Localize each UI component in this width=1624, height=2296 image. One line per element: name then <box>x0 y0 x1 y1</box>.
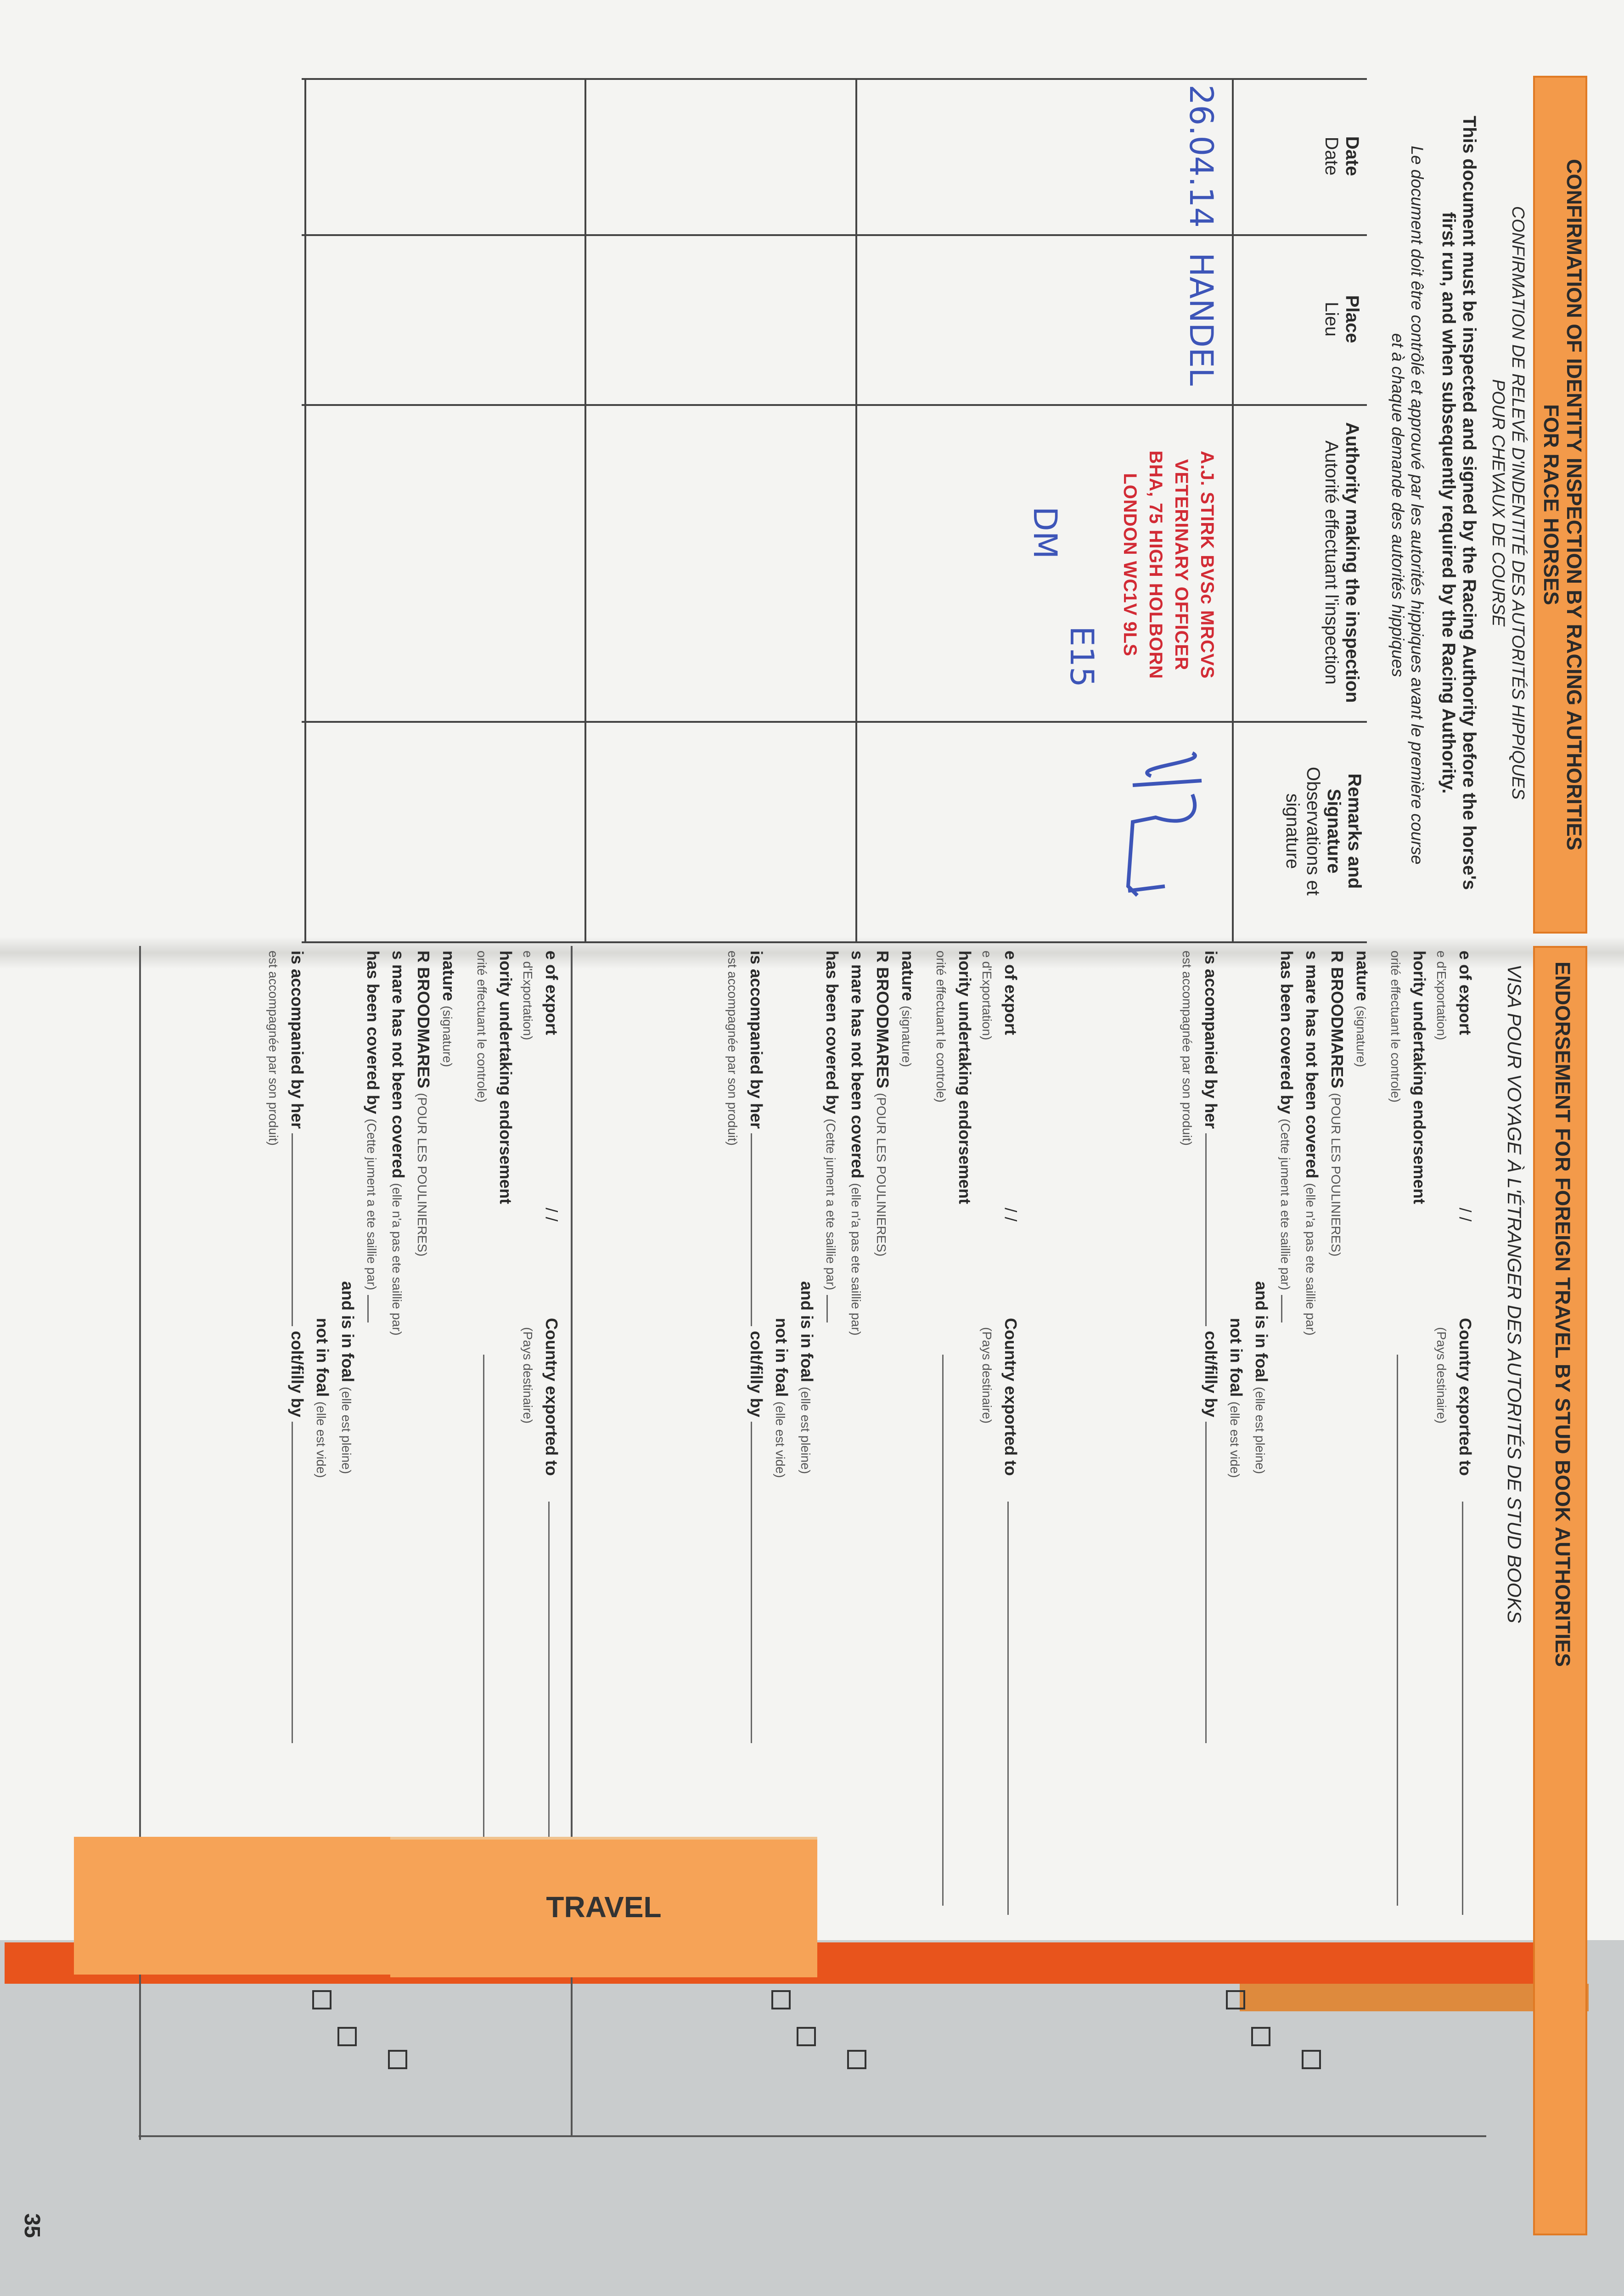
covered-label-3: has been covered by <box>364 951 382 1114</box>
not-in-foal-checkbox-2[interactable] <box>771 1990 791 2009</box>
right-frame-right <box>139 2135 1486 2137</box>
broodmares-row-2 <box>869 951 894 2126</box>
col-authority-fr: Autorité effectuant l'inspection <box>1321 440 1342 685</box>
not-covered-row <box>1298 951 1324 2126</box>
col-line-2 <box>302 404 1367 406</box>
left-subtitle <box>1488 76 1528 930</box>
accompanied-fr-2: est accompagnée par son produit) <box>725 951 740 1146</box>
accompanied-field-3[interactable] <box>292 1133 293 1326</box>
left-instruction <box>1438 46 1479 960</box>
broodmares-label-3: R BROODMARES <box>414 951 433 1089</box>
in-foal-fr-3: (elle est pleine) <box>339 1387 354 1474</box>
covered-field-3[interactable] <box>367 1295 369 1322</box>
row1-authority-stamp <box>1117 413 1220 716</box>
country-label-2: Country exported to <box>1001 1318 1020 1476</box>
date-separators: / / <box>1456 1208 1475 1222</box>
in-foal-row <box>1248 951 1273 2126</box>
authority-label: hority undertaking endorsement <box>1410 951 1429 1204</box>
in-foal-checkbox-2[interactable] <box>797 2027 816 2046</box>
covered-fr-2: (Cette jument a ete saillie par) <box>824 1119 838 1290</box>
row-date-country <box>1431 951 1477 2126</box>
broodmares-label-2: R BROODMARES <box>873 951 892 1089</box>
not-covered-label-2: s mare has not been covered <box>848 951 867 1179</box>
signature-row-2 <box>894 951 920 2126</box>
col-date-fr: Date <box>1321 136 1342 176</box>
broodmares-row <box>1324 951 1349 2126</box>
in-foal-checkbox[interactable] <box>1251 2027 1270 2046</box>
country-fr-2: (Pays destinaire) <box>980 1327 994 1424</box>
not-covered-label-3: s mare has not been covered <box>389 951 408 1179</box>
col-remarks-fr: Observations et signature <box>1282 766 1323 896</box>
covered-field-2[interactable] <box>826 1295 828 1322</box>
country-field[interactable] <box>1462 1502 1463 1915</box>
country-field-2[interactable] <box>1007 1502 1009 1915</box>
col-remarks-en: Remarks and Signature <box>1324 773 1365 889</box>
not-covered-checkbox-2[interactable] <box>847 2050 866 2069</box>
colt-label-3: colt/filly by <box>288 1331 307 1418</box>
broodmares-fr: (POUR LES POULINIERES) <box>1329 1093 1343 1257</box>
authority-field-3[interactable] <box>483 1355 484 1906</box>
stamp-line-2: VETERINARY OFFICER <box>1171 459 1191 671</box>
authority-fr-row <box>1383 951 1407 2126</box>
country-fr-3: (Pays destinaire) <box>521 1327 535 1424</box>
covered-row-2 <box>819 951 844 2126</box>
stamp-line-3: BHA, 75 HIGH HOLBORN <box>1146 450 1166 679</box>
date-separators-2: / / <box>1001 1208 1020 1222</box>
right-title: ENDORSEMENT FOR FOREIGN TRAVEL BY STUD BOOK AUTHORITIES <box>1551 962 1574 1667</box>
in-foal-label: and is in foal <box>1252 1281 1271 1383</box>
not-in-foal-checkbox-3[interactable] <box>312 1990 332 2009</box>
right-frame-corner <box>306 941 311 943</box>
left-subtitle-2: POUR CHEVAUX DE COURSE <box>1489 379 1508 627</box>
travel-tab-label-bg <box>390 1837 817 1977</box>
broodmares-label: R BROODMARES <box>1328 951 1347 1089</box>
row1-initials-handwritten: DM <box>1026 506 1064 559</box>
covered-row <box>1273 951 1298 2126</box>
date-export-fr-2: e d'Exportation) <box>980 951 994 1041</box>
date-export-label-2: e of export <box>1001 951 1020 1035</box>
endorsement-block-1 <box>1175 951 1477 2126</box>
authority-label-3: hority undertaking endorsement <box>496 951 515 1204</box>
left-instruction-fr <box>1388 46 1427 964</box>
not-covered-fr-3: (elle n'a pas ete saillie par) <box>390 1183 404 1336</box>
instruction-1: This document must be inspected and signed by the Racing Authority before the horse's <box>1459 115 1479 890</box>
col-date-en: Date <box>1342 136 1362 176</box>
colt-field-2[interactable] <box>751 1422 752 1743</box>
row-line-1 <box>855 78 857 941</box>
date-export-label-3: e of export <box>542 951 561 1035</box>
colt-field-3[interactable] <box>292 1422 293 1743</box>
in-foal-label-2: and is in foal <box>798 1281 816 1383</box>
covered-field[interactable] <box>1281 1295 1282 1322</box>
authority-fr-3: orité effectuant le controle) <box>475 951 489 1103</box>
date-export-fr-3: e d'Exportation) <box>521 951 535 1041</box>
left-title-2: FOR RACE HORSES <box>1540 404 1563 605</box>
travel-tab-label: TRAVEL <box>546 1891 662 1924</box>
country-label: Country exported to <box>1456 1318 1475 1476</box>
signature-label-3: nature <box>439 951 458 1002</box>
in-foal-checkbox-3[interactable] <box>337 2027 357 2046</box>
left-title-1: CONFIRMATION OF IDENTITY INSPECTION BY RACING AUTHORITIES <box>1562 159 1586 850</box>
not-in-foal-label: not in foal <box>1227 1318 1246 1397</box>
col-header-place <box>1321 239 1362 400</box>
signature-label-2: nature <box>899 951 917 1002</box>
not-covered-fr: (elle n'a pas ete saillie par) <box>1304 1183 1318 1336</box>
covered-fr: (Cette jument a ete saillie par) <box>1278 1119 1292 1290</box>
in-foal-fr: (elle est pleine) <box>1253 1387 1267 1474</box>
row1-place-handwritten: HANDEL <box>1182 252 1220 386</box>
instruction-fr-1: Le document doit être contrôlé et approuvé par les autorités hippiques avant le première course <box>1408 146 1427 865</box>
not-in-foal-label-3: not in foal <box>313 1318 332 1397</box>
signature-fr: (signature) <box>1354 1006 1368 1067</box>
not-covered-label: s mare has not been covered <box>1303 951 1321 1179</box>
signature-row <box>1349 951 1374 2126</box>
country-label-3: Country exported to <box>542 1318 561 1476</box>
accompanied-fr-3: est accompagnée par son produit) <box>266 951 281 1146</box>
col-place-fr: Lieu <box>1321 302 1342 337</box>
authority-fr: orité effectuant le controle) <box>1388 951 1403 1103</box>
authority-fr-2: orité effectuant le controle) <box>934 951 948 1103</box>
col-header-remarks <box>1282 735 1365 928</box>
signature-label: nature <box>1353 951 1372 1002</box>
accompanied-label: is accompanied by her <box>1202 951 1220 1129</box>
colt-label-2: colt/filly by <box>747 1331 766 1418</box>
authority-fr-row-2 <box>929 951 953 2126</box>
row1-code-handwritten: E15 <box>1063 626 1101 687</box>
col-header-date <box>1321 83 1362 230</box>
not-covered-fr-2: (elle n'a pas ete saillie par) <box>849 1183 863 1336</box>
left-subtitle-1: CONFIRMATION DE RELEVÉ D'INDENTITÉ DES AUTORITÉS HIPPIQUES <box>1508 206 1528 800</box>
date-separators-3: / / <box>542 1208 561 1222</box>
date-export-fr: e d'Exportation) <box>1434 951 1449 1041</box>
row1-signature <box>1119 735 1220 932</box>
accompanied-field-2[interactable] <box>751 1133 752 1326</box>
signature-fr-3: (signature) <box>440 1006 455 1067</box>
date-export-label: e of export <box>1456 951 1475 1035</box>
col-line-1 <box>302 234 1367 236</box>
accompanied-field[interactable] <box>1205 1133 1207 1326</box>
covered-fr-3: (Cette jument a ete saillie par) <box>365 1119 379 1290</box>
accompanied-fr: est accompagnée par son produit) <box>1180 951 1194 1146</box>
not-covered-row-2 <box>844 951 869 2126</box>
col-header-authority <box>1321 409 1362 716</box>
page-number: 35 <box>20 2213 44 2238</box>
authority-field-2[interactable] <box>942 1355 944 1906</box>
not-in-foal-label-2: not in foal <box>772 1318 791 1397</box>
not-in-foal-fr: (elle est vide) <box>1228 1401 1242 1478</box>
instruction-fr-2: et à chaque demande des autorités hippiques <box>1388 333 1407 677</box>
authority-label-2: hority undertaking endorsement <box>955 951 974 1204</box>
in-foal-label-3: and is in foal <box>338 1281 357 1383</box>
covered-label: has been covered by <box>1277 951 1296 1114</box>
instruction-2: first run, and when subsequently required by the Racing Authority. <box>1439 212 1459 794</box>
not-covered-checkbox-3[interactable] <box>388 2050 407 2069</box>
table-right-line <box>302 941 1367 943</box>
accompanied-row <box>1199 951 1223 2126</box>
not-in-foal-checkbox[interactable] <box>1226 1990 1245 2009</box>
colt-label: colt/filly by <box>1202 1331 1220 1418</box>
covered-label-2: has been covered by <box>823 951 842 1114</box>
not-covered-checkbox[interactable] <box>1302 2050 1321 2069</box>
left-header-bar <box>1533 76 1587 934</box>
country-fr: (Pays destinaire) <box>1434 1327 1449 1424</box>
broodmares-fr-3: (POUR LES POULINIERES) <box>415 1093 429 1257</box>
table-top-line <box>1232 78 1234 941</box>
col-authority-en: Authority making the inspection <box>1342 422 1362 703</box>
not-in-foal-fr-2: (elle est vide) <box>773 1401 787 1478</box>
row1-date-handwritten: 26.04.14 <box>1182 84 1220 228</box>
col-place-en: Place <box>1342 295 1362 343</box>
not-in-foal-fr-3: (elle est vide) <box>314 1401 328 1478</box>
row-date-country-2 <box>977 951 1023 2126</box>
authority-field[interactable] <box>1397 1355 1398 1906</box>
stamp-line-4: LONDON WC1V 9LS <box>1120 473 1140 657</box>
row-line-2 <box>584 78 586 941</box>
right-subtitle: VISA POUR VOYAGE À L'ÉTRANGER DES AUTORITÉS DE STUD BOOKS <box>1504 964 1525 1623</box>
colt-field[interactable] <box>1205 1422 1207 1743</box>
stamp-line-1: A.J. STIRK BVSc MRCVS <box>1197 450 1217 679</box>
signature-fr-2: (signature) <box>899 1006 914 1067</box>
table-left-line <box>302 78 1367 80</box>
accompanied-label-2: is accompanied by her <box>747 951 766 1129</box>
accompanied-label-3: is accompanied by her <box>288 951 307 1129</box>
in-foal-fr-2: (elle est pleine) <box>798 1387 813 1474</box>
broodmares-fr-2: (POUR LES POULINIERES) <box>874 1093 888 1257</box>
not-in-foal-row <box>1223 951 1248 2126</box>
col-line-3 <box>302 721 1367 723</box>
table-bottom-line <box>304 78 306 941</box>
right-header-bar <box>1533 946 1587 2235</box>
